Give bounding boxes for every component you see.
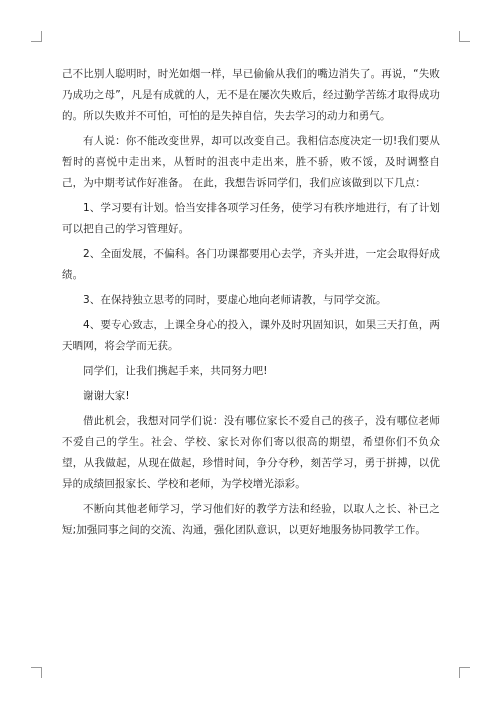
paragraph-message: 借此机会，我想对同学们说：没有哪位家长不爱自己的孩子，没有哪位老师不爱自己的学生。社会、学校、家长对你们寄以很高的期望，希望你们不负众望，从我做起，从现在做起，珍惜时间，争分夺秒，刻苦学习，勇于拼搏，以优异的成绩回报家长、学校和老师，为学校增光添彩。 [62,415,440,490]
paragraph-1: 己不比别人聪明时，时光如烟一样，早已偷偷从我们的嘴边消失了。再说，“失败乃成功之母”，凡是有成就的人，无不是在屡次失败后，经过勤学苦练才取得成功的。所以失败并不可怕，可怕的是失掉自信，失去学习的动力和勇气。 [62,68,440,122]
crop-mark-top-right [459,31,470,42]
crop-mark-bottom-left [31,667,42,678]
list-item-2: 2、全面发展，不偏科。各门功课都要用心去学，齐头并进，一定会取得好成绩。 [62,248,440,281]
list-item-1: 1、学习要有计划。恰当安排各项学习任务，使学习有秩序地进行，有了计划可以把自己的学习管理好。 [62,202,440,235]
paragraph-2: 有人说：你不能改变世界，却可以改变自己。我相信态度决定一切!我们要从暂时的喜悦中走出来，从暂时的沮丧中走出来，胜不骄，败不馁，及时调整自己，为中期考试作好准备。 在此，我想告诉同学们，我们应该做到以下几点： [62,135,440,189]
document-body [62,64,440,545]
crop-mark-top-left [31,31,42,42]
paragraph-thanks: 谢谢大家! [83,390,130,402]
list-item-3: 3、在保持独立思考的同时，要虚心地向老师请教，与同学交流。 [83,294,387,306]
paragraph-closing: 不断向其他老师学习，学习他们好的教学方法和经验，以取人之长、补已之短;加强同事之间的交流、沟通，强化团队意识，以更好地服务协同教学工作。 [62,503,440,536]
crop-mark-bottom-right [459,667,470,678]
paragraph-call-to-action: 同学们，让我们携起手来，共同努力吧! [83,365,268,377]
list-item-4: 4、要专心致志，上课全身心的投入，课外及时巩固知识，如果三天打鱼，两天晒网，将会学而无获。 [62,319,440,352]
